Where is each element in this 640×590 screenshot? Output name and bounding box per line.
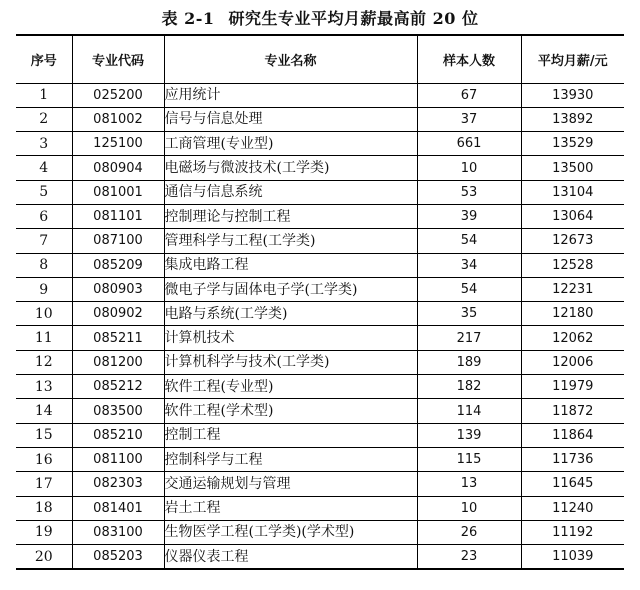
- cell-major-name: 电磁场与微波技术(工学类): [164, 156, 417, 180]
- cell-sample-size: 34: [417, 253, 521, 277]
- cell-avg-salary: 11039: [521, 545, 624, 569]
- header-sample-size: 样本人数: [417, 35, 521, 83]
- cell-avg-salary: 13064: [521, 204, 624, 228]
- table-row: [16, 302, 624, 326]
- table-row: [16, 156, 624, 180]
- table-row: [16, 229, 624, 253]
- cell-avg-salary: 12006: [521, 350, 624, 374]
- cell-sample-size: 182: [417, 375, 521, 399]
- table-row: [16, 423, 624, 447]
- cell-sample-size: 139: [417, 423, 521, 447]
- cell-major-name: 集成电路工程: [164, 253, 417, 277]
- cell-major-name: 生物医学工程(工学类)(学术型): [164, 520, 417, 544]
- cell-sample-size: 35: [417, 302, 521, 326]
- table-row: [16, 326, 624, 350]
- cell-major-code: 081002: [72, 107, 164, 131]
- header-major-code: 专业代码: [72, 35, 164, 83]
- cell-index: 18: [16, 496, 72, 520]
- cell-major-name: 控制工程: [164, 423, 417, 447]
- table-row: [16, 447, 624, 471]
- cell-major-code: 085203: [72, 545, 164, 569]
- cell-avg-salary: 11864: [521, 423, 624, 447]
- cell-major-code: 081200: [72, 350, 164, 374]
- table-row: [16, 180, 624, 204]
- cell-sample-size: 114: [417, 399, 521, 423]
- cell-index: 11: [16, 326, 72, 350]
- cell-major-code: 082303: [72, 472, 164, 496]
- header-major-name: 专业名称: [164, 35, 417, 83]
- cell-major-code: 081101: [72, 204, 164, 228]
- cell-sample-size: 54: [417, 229, 521, 253]
- table-row: [16, 132, 624, 156]
- cell-sample-size: 10: [417, 496, 521, 520]
- cell-avg-salary: 11979: [521, 375, 624, 399]
- cell-sample-size: 37: [417, 107, 521, 131]
- cell-index: 9: [16, 277, 72, 301]
- cell-major-code: 125100: [72, 132, 164, 156]
- cell-sample-size: 189: [417, 350, 521, 374]
- cell-major-name: 控制科学与工程: [164, 447, 417, 471]
- cell-index: 16: [16, 447, 72, 471]
- cell-major-code: 085212: [72, 375, 164, 399]
- table-row: [16, 350, 624, 374]
- table-row: [16, 83, 624, 107]
- cell-major-name: 计算机科学与技术(工学类): [164, 350, 417, 374]
- cell-major-name: 电路与系统(工学类): [164, 302, 417, 326]
- table-row: [16, 375, 624, 399]
- cell-major-name: 交通运输规划与管理: [164, 472, 417, 496]
- cell-avg-salary: 11192: [521, 520, 624, 544]
- cell-sample-size: 115: [417, 447, 521, 471]
- table-row: [16, 472, 624, 496]
- cell-major-code: 083500: [72, 399, 164, 423]
- cell-index: 6: [16, 204, 72, 228]
- cell-index: 19: [16, 520, 72, 544]
- cell-index: 20: [16, 545, 72, 569]
- cell-major-code: 081001: [72, 180, 164, 204]
- header-index: 序号: [16, 35, 72, 83]
- cell-avg-salary: 12180: [521, 302, 624, 326]
- cell-index: 12: [16, 350, 72, 374]
- cell-major-code: 087100: [72, 229, 164, 253]
- cell-avg-salary: 11240: [521, 496, 624, 520]
- table-row: [16, 399, 624, 423]
- cell-avg-salary: 12062: [521, 326, 624, 350]
- cell-major-name: 应用统计: [164, 83, 417, 107]
- cell-avg-salary: 12528: [521, 253, 624, 277]
- cell-sample-size: 26: [417, 520, 521, 544]
- cell-major-name: 仪器仪表工程: [164, 545, 417, 569]
- table-row: [16, 496, 624, 520]
- cell-major-code: 081401: [72, 496, 164, 520]
- table-body: [16, 83, 624, 569]
- cell-major-code: 080903: [72, 277, 164, 301]
- cell-index: 2: [16, 107, 72, 131]
- cell-major-code: 085211: [72, 326, 164, 350]
- cell-sample-size: 53: [417, 180, 521, 204]
- cell-index: 15: [16, 423, 72, 447]
- cell-sample-size: 67: [417, 83, 521, 107]
- table-caption: [0, 6, 640, 29]
- cell-sample-size: 23: [417, 545, 521, 569]
- cell-index: 5: [16, 180, 72, 204]
- cell-index: 13: [16, 375, 72, 399]
- cell-avg-salary: 12673: [521, 229, 624, 253]
- table-row: [16, 545, 624, 569]
- cell-major-name: 微电子学与固体电子学(工学类): [164, 277, 417, 301]
- cell-avg-salary: 12231: [521, 277, 624, 301]
- cell-major-code: 025200: [72, 83, 164, 107]
- cell-sample-size: 39: [417, 204, 521, 228]
- cell-major-name: 工商管理(专业型): [164, 132, 417, 156]
- cell-major-name: 软件工程(专业型): [164, 375, 417, 399]
- cell-sample-size: 13: [417, 472, 521, 496]
- salary-table: [16, 34, 624, 570]
- cell-major-name: 岩土工程: [164, 496, 417, 520]
- cell-major-code: 080904: [72, 156, 164, 180]
- cell-avg-salary: 13104: [521, 180, 624, 204]
- cell-avg-salary: 13892: [521, 107, 624, 131]
- cell-major-name: 通信与信息系统: [164, 180, 417, 204]
- cell-major-code: 085209: [72, 253, 164, 277]
- table-title: 研究生专业平均月薪最高前 20 位: [228, 9, 479, 28]
- cell-major-code: 081100: [72, 447, 164, 471]
- table-number: 表 2-1: [161, 9, 215, 28]
- cell-index: 7: [16, 229, 72, 253]
- header-avg-salary: 平均月薪/元: [521, 35, 624, 83]
- cell-index: 17: [16, 472, 72, 496]
- cell-avg-salary: 11872: [521, 399, 624, 423]
- cell-major-name: 管理科学与工程(工学类): [164, 229, 417, 253]
- cell-major-name: 计算机技术: [164, 326, 417, 350]
- cell-major-name: 控制理论与控制工程: [164, 204, 417, 228]
- cell-index: 3: [16, 132, 72, 156]
- table-row: [16, 520, 624, 544]
- cell-index: 4: [16, 156, 72, 180]
- cell-major-code: 080902: [72, 302, 164, 326]
- cell-avg-salary: 13930: [521, 83, 624, 107]
- header-row: [16, 35, 624, 83]
- cell-major-name: 软件工程(学术型): [164, 399, 417, 423]
- cell-index: 8: [16, 253, 72, 277]
- cell-sample-size: 217: [417, 326, 521, 350]
- table-row: [16, 107, 624, 131]
- cell-major-name: 信号与信息处理: [164, 107, 417, 131]
- cell-avg-salary: 11736: [521, 447, 624, 471]
- cell-major-code: 085210: [72, 423, 164, 447]
- table-row: [16, 204, 624, 228]
- cell-avg-salary: 11645: [521, 472, 624, 496]
- table-row: [16, 277, 624, 301]
- table-row: [16, 253, 624, 277]
- cell-major-code: 083100: [72, 520, 164, 544]
- cell-sample-size: 10: [417, 156, 521, 180]
- cell-index: 14: [16, 399, 72, 423]
- cell-index: 1: [16, 83, 72, 107]
- cell-avg-salary: 13529: [521, 132, 624, 156]
- cell-index: 10: [16, 302, 72, 326]
- cell-sample-size: 54: [417, 277, 521, 301]
- cell-avg-salary: 13500: [521, 156, 624, 180]
- cell-sample-size: 661: [417, 132, 521, 156]
